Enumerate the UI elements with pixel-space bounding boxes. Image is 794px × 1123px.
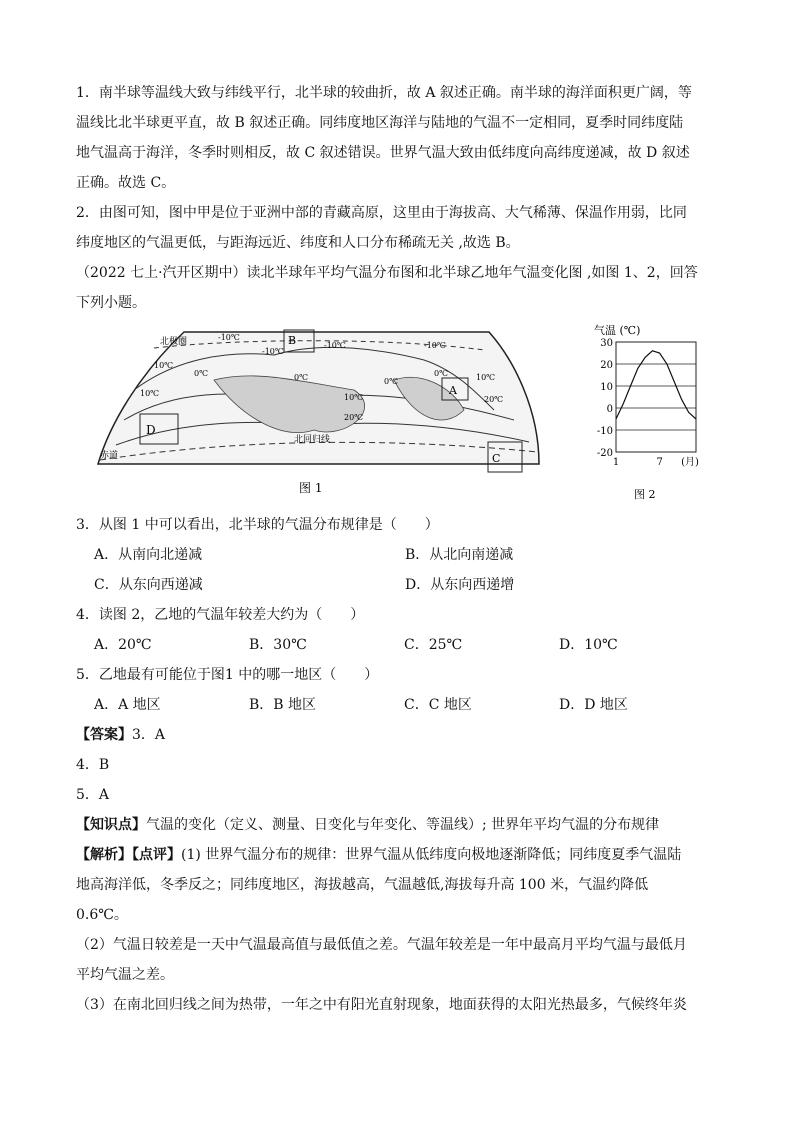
figure-2-caption: 图 2 <box>634 488 656 501</box>
question-3-options-row-1 <box>76 540 716 570</box>
option-d[interactable]: D．D 地区 <box>559 697 628 713</box>
option-a[interactable]: A．A 地区 <box>94 697 161 713</box>
option-a[interactable]: A．20℃ <box>94 637 152 653</box>
isotherm-label: 0℃ <box>384 377 399 386</box>
text-line: 纬度地区的气温更低，与距海远近、纬度和人口分布稀疏无关 ,故选 B。 <box>76 235 520 251</box>
analysis-tag: 【解析】【点评】 <box>76 847 181 863</box>
question-3-options-row-2 <box>76 570 716 600</box>
y-tick-label: -20 <box>596 448 613 459</box>
answer-line <box>76 720 716 750</box>
analysis-text: （2）气温日较差是一天中气温最高值与最低值之差。气温年较差是一年中最高月平均气温与最低月 <box>76 937 687 953</box>
isotherm-label: -10℃ <box>324 341 346 350</box>
isotherm-label: 0℃ <box>194 369 209 378</box>
isotherm-label: 0℃ <box>294 373 309 382</box>
arctic-label: 北极圈 <box>160 337 188 347</box>
x-tick-label: 1 <box>612 457 620 468</box>
text-line: 正确。故选 C。 <box>76 175 176 191</box>
isotherm-label: 10℃ <box>476 373 496 382</box>
knowledge-line <box>76 810 716 840</box>
temperature-series-line <box>616 351 696 419</box>
plot-frame <box>616 342 696 452</box>
region-b-label: B <box>288 334 297 347</box>
question-5-options <box>76 690 716 720</box>
figure-1-caption: 图 1 <box>299 481 323 495</box>
y-tick-label: -10 <box>596 426 613 437</box>
answer-4: 4．B <box>76 757 110 773</box>
figure-2-temperature-chart <box>584 320 704 506</box>
knowledge-text: 气温的变化（定义、测量、日变化与年变化、等温线）; 世界年平均气温的分布规律 <box>146 817 660 833</box>
document-page <box>76 78 716 1020</box>
option-d[interactable]: D．从东向西递增 <box>405 577 515 593</box>
isotherm-label: 10℃ <box>154 361 174 370</box>
x-axis-label: (月) <box>681 457 699 468</box>
analysis-line <box>76 840 716 870</box>
question-3-stem: 3．从图 1 中可以看出，北半球的气温分布规律是（ ） <box>76 517 439 533</box>
text-line: （2022 七上·汽开区期中）读北半球年平均气温分布图和北半球乙地年气温变化图 ,如图 1、2，回答 <box>76 265 698 281</box>
analysis-text: （3）在南北回归线之间为热带，一年之中有阳光直射现象，地面获得的太阳光热最多，气候终年炎 <box>76 997 687 1013</box>
option-d[interactable]: D．10℃ <box>559 637 618 653</box>
question-4-stem: 4．读图 2，乙地的气温年较差大约为（ ） <box>76 607 365 623</box>
tropic-label: 北回归线 <box>294 435 331 445</box>
text-line: 地气温高于海洋，冬季时则相反，故 C 叙述错误。世界气温大致由低纬度向高纬度递减，故 D 叙述 <box>76 145 690 161</box>
isotherm-label: 20℃ <box>484 395 504 404</box>
y-tick-label: 10 <box>600 382 613 393</box>
text-line: 1．南半球等温线大致与纬线平行，北半球的较曲折，故 A 叙述正确。南半球的海洋面积更广阔，等 <box>76 85 692 101</box>
region-c-label: C <box>492 452 501 465</box>
option-a[interactable]: A．从南向北递减 <box>94 547 203 563</box>
chart-title: 气温 (℃) <box>594 324 641 337</box>
region-d-label: D <box>146 423 156 437</box>
equator-label: 赤道 <box>100 451 119 461</box>
isotherm-label: -10℃ <box>424 341 446 350</box>
figures <box>94 320 716 506</box>
answer-5: 5．A <box>76 787 110 803</box>
q1-explanation <box>76 78 716 198</box>
region-a-label: A <box>449 384 457 397</box>
text-line: 温线比北半球更平直，故 B 叙述正确。同纬度地区海洋与陆地的气温不一定相同，夏季时同纬度陆 <box>76 115 684 131</box>
analysis-text: 地高海洋低，冬季反之；同纬度地区，海拔越高，气温越低,海拔每升高 100 米，气温约降低 <box>76 877 649 893</box>
y-tick-label: 20 <box>600 360 613 371</box>
figure-1-isotherm-map <box>94 320 546 506</box>
option-c[interactable]: C．从东向西递减 <box>94 577 203 593</box>
y-tick-label: 30 <box>600 338 613 349</box>
analysis-text: 0.6℃。 <box>76 907 128 923</box>
knowledge-tag: 【知识点】 <box>76 817 146 833</box>
text-line: 下列小题。 <box>76 295 146 311</box>
text-line: 2．由图可知，图中甲是位于亚洲中部的青藏高原，这里由于海拔高、大气稀薄、保温作用弱，比同 <box>76 205 687 221</box>
question-intro <box>76 258 716 318</box>
option-b[interactable]: B．从北向南递减 <box>405 547 514 563</box>
analysis-text: 平均气温之差。 <box>76 967 174 983</box>
q2-explanation <box>76 198 716 258</box>
option-c[interactable]: C．25℃ <box>404 637 463 653</box>
isotherm-label: -10℃ <box>218 333 240 342</box>
isotherm-label: 10℃ <box>140 389 160 398</box>
answer-3: 3．A <box>132 727 166 743</box>
x-tick-label: 7 <box>656 457 663 468</box>
question-4-options <box>76 630 716 660</box>
question-5-stem: 5．乙地最有可能位于图1 中的哪一地区（ ） <box>76 667 379 683</box>
y-tick-label: 0 <box>606 404 613 415</box>
isotherm-label: 20℃ <box>344 413 364 422</box>
option-c[interactable]: C．C 地区 <box>404 697 472 713</box>
analysis-text: (1) 世界气温分布的规律：世界气温从低纬度向极地逐渐降低；同纬度夏季气温陆 <box>181 847 682 863</box>
option-b[interactable]: B．30℃ <box>249 637 307 653</box>
isotherm-label: -10℃ <box>262 347 284 356</box>
isotherm-label: 10℃ <box>344 393 364 402</box>
answer-tag: 【答案】 <box>76 727 132 743</box>
option-b[interactable]: B．B 地区 <box>249 697 317 713</box>
isotherm-label: 0℃ <box>434 369 449 378</box>
